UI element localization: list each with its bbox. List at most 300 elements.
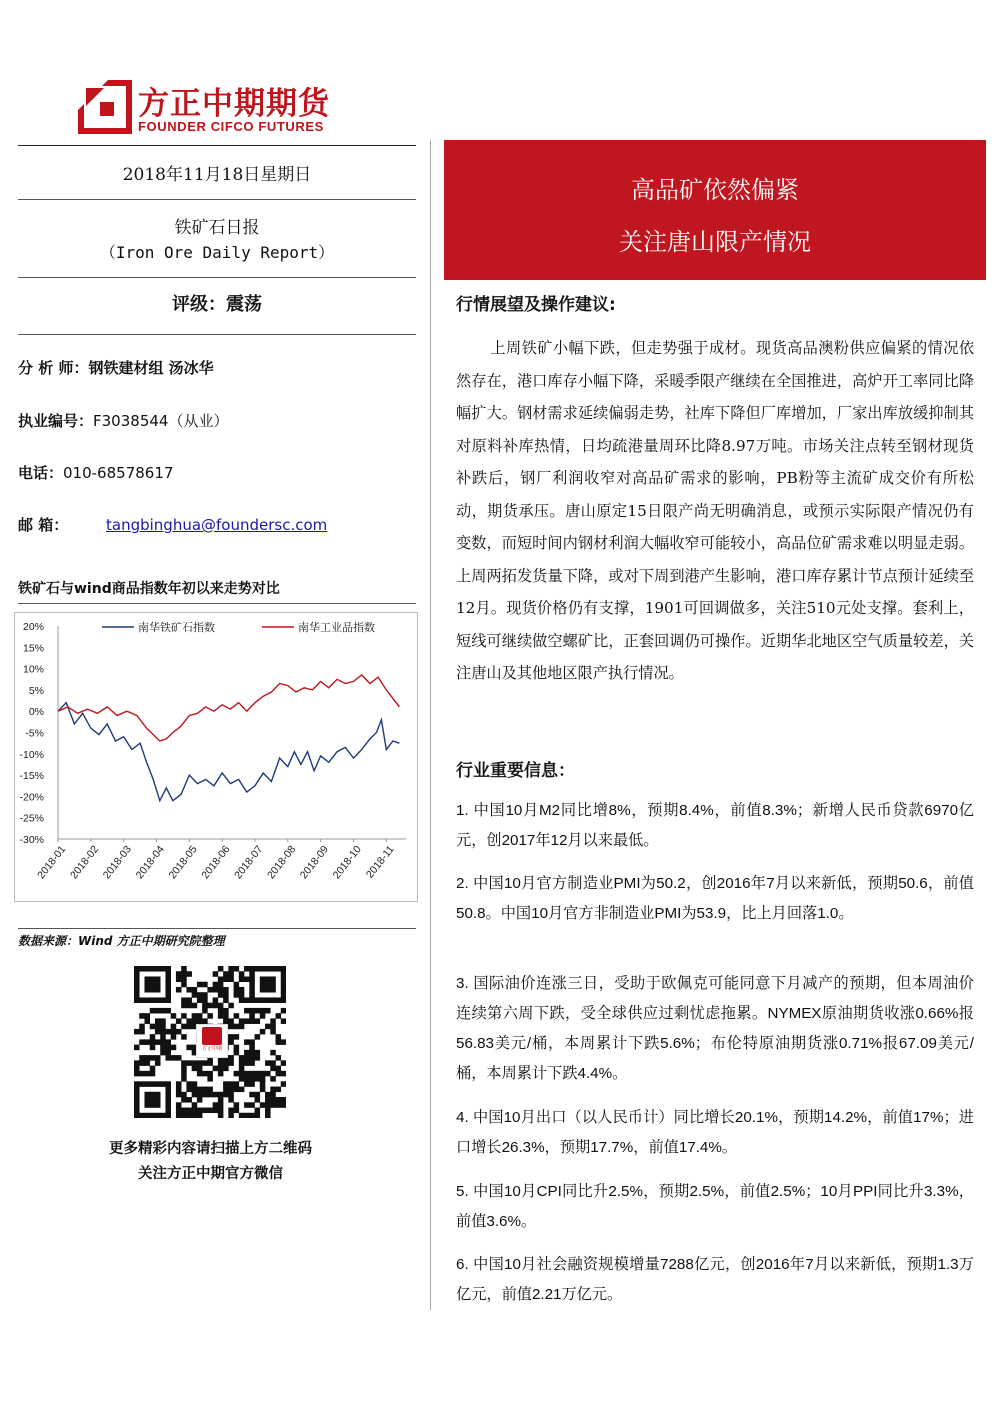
qr-module bbox=[218, 1102, 224, 1108]
qr-module bbox=[244, 966, 250, 972]
qr-module bbox=[186, 1003, 192, 1009]
news-item-1: 1. 中国10月M2同比增8%，预期8.4%，前值8.3%；新增人民币贷款6970亿元，创2017年12月以来最低。 bbox=[456, 802, 974, 849]
qr-module bbox=[186, 1097, 192, 1103]
qr-module bbox=[281, 987, 286, 993]
y-tick-label: -10% bbox=[19, 748, 44, 761]
qr-module bbox=[260, 976, 266, 982]
qr-module bbox=[192, 1081, 198, 1087]
qr-module bbox=[249, 982, 255, 988]
divider bbox=[18, 145, 416, 146]
qr-module bbox=[228, 1097, 234, 1103]
qr-module bbox=[223, 997, 229, 1003]
qr-module bbox=[176, 976, 182, 982]
qr-module bbox=[255, 1076, 261, 1082]
qr-module bbox=[281, 1039, 286, 1045]
qr-module bbox=[165, 1029, 171, 1035]
qr-module bbox=[270, 1024, 276, 1030]
headline-line2: 关注唐山限产情况 bbox=[619, 228, 811, 256]
qr-module bbox=[218, 987, 224, 993]
qr-module bbox=[155, 1060, 161, 1066]
divider bbox=[18, 199, 416, 200]
qr-module bbox=[165, 1008, 171, 1014]
qr-module bbox=[234, 1071, 240, 1077]
qr-module bbox=[265, 997, 271, 1003]
qr-module bbox=[197, 1108, 203, 1114]
qr-module bbox=[150, 1081, 156, 1087]
phone-value: 010-68578617 bbox=[63, 464, 174, 482]
email-row bbox=[18, 514, 327, 535]
qr-module bbox=[197, 1071, 203, 1077]
qr-module bbox=[249, 1060, 255, 1066]
qr-module bbox=[186, 997, 192, 1003]
qr-module bbox=[218, 982, 224, 988]
qr-module bbox=[192, 1113, 198, 1118]
qr-module bbox=[144, 1039, 150, 1045]
qr-module bbox=[249, 987, 255, 993]
y-tick-label: -5% bbox=[25, 727, 44, 740]
qr-module bbox=[265, 982, 271, 988]
y-tick-label: -25% bbox=[19, 812, 44, 825]
qr-module bbox=[249, 1055, 255, 1061]
qr-module bbox=[139, 1024, 145, 1030]
qr-module bbox=[249, 971, 255, 977]
qr-module bbox=[223, 1008, 229, 1014]
headline-line1: 高品矿依然偏紧 bbox=[631, 176, 799, 204]
qr-module bbox=[223, 1060, 229, 1066]
email-label: 邮 箱： bbox=[18, 516, 69, 534]
qr-module bbox=[134, 1102, 140, 1108]
qr-module bbox=[228, 1055, 234, 1061]
qr-module bbox=[249, 1050, 255, 1056]
qr-module bbox=[134, 1097, 140, 1103]
qr-module bbox=[223, 1081, 229, 1087]
qr-module bbox=[244, 1113, 250, 1118]
qr-module bbox=[165, 976, 171, 982]
qr-module bbox=[150, 1034, 156, 1040]
qr-module bbox=[192, 987, 198, 993]
qr-module bbox=[139, 966, 145, 972]
x-tick-label: 2018-05 bbox=[166, 843, 200, 882]
qr-module bbox=[218, 1113, 224, 1118]
qr-module bbox=[186, 1018, 192, 1024]
qr-module bbox=[144, 982, 150, 988]
qr-module bbox=[270, 1018, 276, 1024]
qr-module bbox=[223, 1087, 229, 1093]
qr-module bbox=[234, 1108, 240, 1114]
qr-module bbox=[239, 1076, 245, 1082]
qr-module bbox=[160, 1034, 166, 1040]
qr-module bbox=[181, 966, 187, 972]
qr-module bbox=[144, 1081, 150, 1087]
qr-module bbox=[176, 1087, 182, 1093]
qr-module bbox=[234, 1045, 240, 1051]
qr-module bbox=[281, 976, 286, 982]
qr-module bbox=[260, 966, 266, 972]
qr-module bbox=[244, 1018, 250, 1024]
qr-module bbox=[181, 1066, 187, 1072]
y-tick-label: 0% bbox=[28, 706, 44, 719]
qr-module bbox=[192, 1092, 198, 1098]
qr-module bbox=[139, 1071, 145, 1077]
qr-module bbox=[181, 1092, 187, 1098]
qr-module bbox=[165, 1097, 171, 1103]
qr-module bbox=[218, 1060, 224, 1066]
qr-module bbox=[276, 1102, 282, 1108]
qr-module bbox=[255, 966, 261, 972]
x-tick-label: 2018-09 bbox=[297, 843, 332, 882]
qr-module bbox=[234, 1013, 240, 1019]
qr-module bbox=[228, 1039, 234, 1045]
qr-module bbox=[265, 1102, 271, 1108]
qr-module bbox=[234, 1081, 240, 1087]
qr-module bbox=[134, 1071, 140, 1077]
qr-module bbox=[181, 997, 187, 1003]
qr-module bbox=[239, 992, 245, 998]
qr-module bbox=[155, 1097, 161, 1103]
qr-module bbox=[270, 1087, 276, 1093]
qr-module bbox=[144, 1018, 150, 1024]
founder-logo-icon bbox=[78, 80, 132, 134]
qr-module bbox=[260, 1102, 266, 1108]
legend-label-2: 南华工业品指数 bbox=[298, 621, 375, 634]
analyst-value: 钢铁建材组 汤冰华 bbox=[88, 359, 214, 377]
qr-module bbox=[165, 1045, 171, 1051]
qr-module bbox=[192, 1060, 198, 1066]
qr-module bbox=[218, 976, 224, 982]
qr-module bbox=[144, 976, 150, 982]
qr-module bbox=[244, 1102, 250, 1108]
qr-module bbox=[192, 1087, 198, 1093]
qr-badge-text: 方正中期 bbox=[201, 1046, 222, 1052]
qr-module bbox=[244, 997, 250, 1003]
qr-module bbox=[234, 1024, 240, 1030]
x-tick-label: 2018-02 bbox=[68, 843, 102, 882]
qr-module bbox=[155, 1113, 161, 1118]
qr-module bbox=[171, 1024, 177, 1030]
qr-module bbox=[218, 1066, 224, 1072]
qr-module bbox=[234, 1034, 240, 1040]
qr-module bbox=[276, 1087, 282, 1093]
qr-module bbox=[176, 1081, 182, 1087]
divider bbox=[18, 334, 416, 335]
qr-caption-line1: 更多精彩内容请扫描上方二维码 bbox=[109, 1141, 312, 1157]
qr-module bbox=[244, 1081, 250, 1087]
qr-module bbox=[165, 966, 171, 972]
qr-module bbox=[176, 1113, 182, 1118]
qr-module bbox=[265, 1024, 271, 1030]
qr-module bbox=[260, 1013, 266, 1019]
qr-module bbox=[155, 1055, 161, 1061]
qr-module bbox=[281, 1060, 286, 1066]
license-row bbox=[18, 410, 228, 431]
qr-module bbox=[223, 987, 229, 993]
qr-module bbox=[244, 1060, 250, 1066]
qr-module bbox=[150, 976, 156, 982]
qr-module bbox=[155, 1039, 161, 1045]
qr-module bbox=[202, 1108, 208, 1114]
qr-module bbox=[165, 1108, 171, 1114]
qr-module bbox=[181, 1108, 187, 1114]
qr-module bbox=[165, 997, 171, 1003]
qr-module bbox=[134, 1029, 140, 1035]
qr-module bbox=[213, 1092, 219, 1098]
qr-module bbox=[150, 997, 156, 1003]
news-item-4: 4. 中国10月出口（以人民币计）同比增长20.1%，预期14.2%，前值17%；进口增长26.3%，预期17.7%，前值17.4%。 bbox=[456, 1109, 974, 1156]
qr-module bbox=[249, 966, 255, 972]
qr-module bbox=[218, 992, 224, 998]
qr-module bbox=[249, 1092, 255, 1098]
qr-module bbox=[134, 1045, 140, 1051]
qr-module bbox=[270, 966, 276, 972]
qr-module bbox=[134, 1081, 140, 1087]
qr-module bbox=[276, 1055, 282, 1061]
qr-module bbox=[202, 1071, 208, 1077]
chart-title: 铁矿石与wind商品指数年初以来走势对比 bbox=[18, 581, 280, 597]
qr-module bbox=[270, 1097, 276, 1103]
qr-module bbox=[213, 997, 219, 1003]
qr-module bbox=[155, 997, 161, 1003]
qr-module bbox=[176, 1029, 182, 1035]
qr-module bbox=[265, 1113, 271, 1118]
qr-module bbox=[228, 1018, 234, 1024]
license-label: 执业编号： bbox=[18, 412, 94, 430]
qr-module bbox=[239, 1066, 245, 1072]
qr-module bbox=[181, 1076, 187, 1082]
qr-module bbox=[207, 1013, 213, 1019]
qr-module bbox=[150, 1055, 156, 1061]
qr-module bbox=[171, 1029, 177, 1035]
qr-module bbox=[270, 1029, 276, 1035]
qr-module bbox=[192, 1108, 198, 1114]
qr-module bbox=[171, 1055, 177, 1061]
x-tick-label: 2018-01 bbox=[35, 843, 69, 882]
qr-module bbox=[181, 1113, 187, 1118]
qr-module bbox=[281, 992, 286, 998]
qr-module bbox=[281, 1008, 286, 1014]
series-line-2 bbox=[58, 675, 399, 741]
qr-module bbox=[160, 1029, 166, 1035]
qr-module bbox=[155, 1008, 161, 1014]
qr-module bbox=[150, 966, 156, 972]
qr-module bbox=[223, 1013, 229, 1019]
qr-module bbox=[144, 997, 150, 1003]
qr-module bbox=[186, 1081, 192, 1087]
qr-module bbox=[155, 982, 161, 988]
qr-module bbox=[239, 1060, 245, 1066]
qr-module bbox=[155, 1081, 161, 1087]
qr-module bbox=[276, 1039, 282, 1045]
qr-module bbox=[150, 1024, 156, 1030]
qr-module bbox=[260, 1071, 266, 1077]
outlook-text: 上周铁矿小幅下跌，但走势强于成材。现货高品澳粉供应偏紧的情况依然存在，港口库存小幅下降，采暖季限产继续在全国推进，高炉开工率同比降幅扩大。钢材需求延续偏弱走势，社库下降但厂库增加，厂家出库放缓抑制其对原料补库热情，日均疏港量周环比降8.97万吨。市场关注点转至钢材现货补跌后，钢厂利润收窄对高品矿需求的影响，PB粉等主流矿成交价有所松动，期货承压。唐山原定15日限产尚无明确消息，或预示实际限产情况仍有变数，而短时间内钢材利润大幅收窄可能较小，高品位矿需求难以明显走弱。上周两拓发货量下降，或对下周到港产生影响，港口库存累计节点预计延续至12月。现货价格仍有支撑，1901可回调做多，关注510元处支撑。套利上，短线可继续做空螺矿比，正套回调仍可操作。近期华北地区空气质量较差，关注唐山及其他地区限产执行情况。 bbox=[456, 339, 974, 682]
qr-module bbox=[213, 982, 219, 988]
x-tick-label: 2018-10 bbox=[330, 843, 364, 882]
qr-module bbox=[249, 1008, 255, 1014]
license-value: F3038544（从业） bbox=[93, 412, 229, 430]
qr-module bbox=[234, 1050, 240, 1056]
qr-module bbox=[160, 1008, 166, 1014]
qr-module bbox=[218, 966, 224, 972]
qr-module bbox=[276, 1097, 282, 1103]
industry-heading: 行业重要信息： bbox=[456, 761, 575, 781]
qr-module bbox=[265, 987, 271, 993]
y-tick-label: 5% bbox=[28, 684, 44, 697]
qr-module bbox=[270, 987, 276, 993]
qr-module bbox=[134, 1087, 140, 1093]
qr-module bbox=[160, 1081, 166, 1087]
qr-module bbox=[202, 1092, 208, 1098]
qr-module bbox=[260, 982, 266, 988]
outlook-heading: 行情展望及操作建议: bbox=[456, 295, 616, 315]
qr-module bbox=[197, 997, 203, 1003]
qr-module bbox=[249, 1071, 255, 1077]
qr-module bbox=[270, 1102, 276, 1108]
qr-module bbox=[228, 1060, 234, 1066]
qr-module bbox=[249, 1076, 255, 1082]
qr-module bbox=[186, 1108, 192, 1114]
qr-module bbox=[176, 971, 182, 977]
qr-module bbox=[281, 982, 286, 988]
qr-module bbox=[234, 982, 240, 988]
qr-module bbox=[239, 1087, 245, 1093]
qr-module bbox=[276, 1034, 282, 1040]
qr-module bbox=[176, 1018, 182, 1024]
qr-module bbox=[218, 1003, 224, 1009]
qr-module bbox=[239, 1055, 245, 1061]
qr-module bbox=[202, 1087, 208, 1093]
qr-module bbox=[213, 971, 219, 977]
qr-module bbox=[270, 997, 276, 1003]
qr-module bbox=[150, 1071, 156, 1077]
qr-module bbox=[244, 1039, 250, 1045]
y-tick-label: 15% bbox=[22, 642, 44, 655]
news-item-6: 6. 中国10月社会融资规模增量7288亿元，创2016年7月以来新低，预期1.3万亿元，前值2.21万亿元。 bbox=[456, 1256, 974, 1303]
qr-module bbox=[186, 1087, 192, 1093]
y-tick-label: -30% bbox=[19, 834, 44, 846]
qr-module bbox=[150, 1097, 156, 1103]
qr-module bbox=[197, 1060, 203, 1066]
qr-module bbox=[192, 992, 198, 998]
qr-module bbox=[165, 1102, 171, 1108]
qr-module bbox=[265, 1097, 271, 1103]
qr-module bbox=[207, 1092, 213, 1098]
qr-module bbox=[144, 1071, 150, 1077]
news-item-3: 3. 国际油价连涨三日，受助于欧佩克可能同意下月减产的预期，但本周油价连续第六周下跌，受全球供应过剩忧虑拖累。NYMEX原油期货收涨0.66%报56.83美元/桶，本周累计下跌5.6%；布伦特原油期货涨0.71%报67.09美元/桶，本周累计下跌4.4%。 bbox=[456, 975, 974, 1082]
qr-module bbox=[239, 997, 245, 1003]
qr-module bbox=[270, 976, 276, 982]
qr-module bbox=[171, 1013, 177, 1019]
qr-module bbox=[239, 976, 245, 982]
qr-module bbox=[281, 1081, 286, 1087]
qr-module bbox=[192, 1066, 198, 1072]
email-link[interactable]: tangbinghua@foundersc.com bbox=[106, 516, 328, 534]
qr-module bbox=[171, 1045, 177, 1051]
qr-module bbox=[192, 1003, 198, 1009]
qr-module bbox=[255, 1050, 261, 1056]
qr-module bbox=[134, 982, 140, 988]
qr-module bbox=[144, 966, 150, 972]
qr-module bbox=[249, 1113, 255, 1118]
qr-module bbox=[186, 987, 192, 993]
qr-module bbox=[218, 1071, 224, 1077]
qr-module bbox=[134, 971, 140, 977]
qr-module bbox=[202, 992, 208, 998]
qr-module bbox=[255, 1018, 261, 1024]
qr-module bbox=[181, 1013, 187, 1019]
qr-module bbox=[249, 997, 255, 1003]
qr-module bbox=[228, 1092, 234, 1098]
qr-module bbox=[186, 1113, 192, 1118]
qr-module bbox=[218, 1097, 224, 1103]
qr-module bbox=[165, 1081, 171, 1087]
qr-module bbox=[186, 1060, 192, 1066]
qr-module bbox=[197, 1097, 203, 1103]
qr-module bbox=[197, 1066, 203, 1072]
analyst-row bbox=[18, 357, 214, 378]
divider bbox=[18, 928, 416, 929]
x-tick-label: 2018-11 bbox=[363, 843, 397, 881]
qr-module bbox=[276, 966, 282, 972]
line-chart bbox=[14, 612, 418, 902]
report-name: 铁矿石日报 bbox=[174, 218, 260, 238]
qr-module bbox=[160, 1113, 166, 1118]
qr-module bbox=[255, 1071, 261, 1077]
column-divider bbox=[430, 140, 431, 1310]
qr-module bbox=[260, 1087, 266, 1093]
qr-module bbox=[139, 1013, 145, 1019]
qr-module bbox=[265, 966, 271, 972]
qr-module bbox=[181, 976, 187, 982]
report-date: 2018年11月18日星期日 bbox=[122, 165, 312, 185]
qr-module bbox=[239, 987, 245, 993]
qr-module bbox=[181, 1071, 187, 1077]
qr-module bbox=[144, 1013, 150, 1019]
qr-module bbox=[234, 966, 240, 972]
qr-module bbox=[134, 1092, 140, 1098]
qr-module bbox=[176, 1055, 182, 1061]
qr-module bbox=[181, 1034, 187, 1040]
qr-module bbox=[155, 1024, 161, 1030]
qr-module bbox=[276, 1066, 282, 1072]
qr-module bbox=[207, 987, 213, 993]
qr-module bbox=[139, 1055, 145, 1061]
qr-module bbox=[270, 1060, 276, 1066]
qr-module bbox=[255, 1108, 261, 1114]
rating: 评级：震荡 bbox=[172, 294, 262, 315]
qr-module bbox=[160, 1045, 166, 1051]
qr-module bbox=[276, 1013, 282, 1019]
qr-module bbox=[134, 1066, 140, 1072]
report-name-english: （Iron Ore Daily Report） bbox=[99, 243, 335, 262]
qr-module bbox=[144, 1055, 150, 1061]
qr-module bbox=[265, 1060, 271, 1066]
qr-module bbox=[176, 1102, 182, 1108]
qr-module bbox=[239, 1071, 245, 1077]
qr-module bbox=[213, 1102, 219, 1108]
qr-module bbox=[165, 1113, 171, 1118]
qr-module bbox=[197, 982, 203, 988]
qr-module bbox=[150, 1066, 156, 1072]
outlook-body bbox=[456, 332, 974, 690]
qr-module bbox=[155, 1092, 161, 1098]
qr-module bbox=[150, 987, 156, 993]
qr-module bbox=[134, 976, 140, 982]
qr-module bbox=[255, 1034, 261, 1040]
qr-module bbox=[244, 976, 250, 982]
x-tick-label: 2018-06 bbox=[199, 843, 233, 882]
analyst-label: 分 析 师： bbox=[18, 359, 89, 377]
x-tick-label: 2018-07 bbox=[232, 843, 266, 882]
